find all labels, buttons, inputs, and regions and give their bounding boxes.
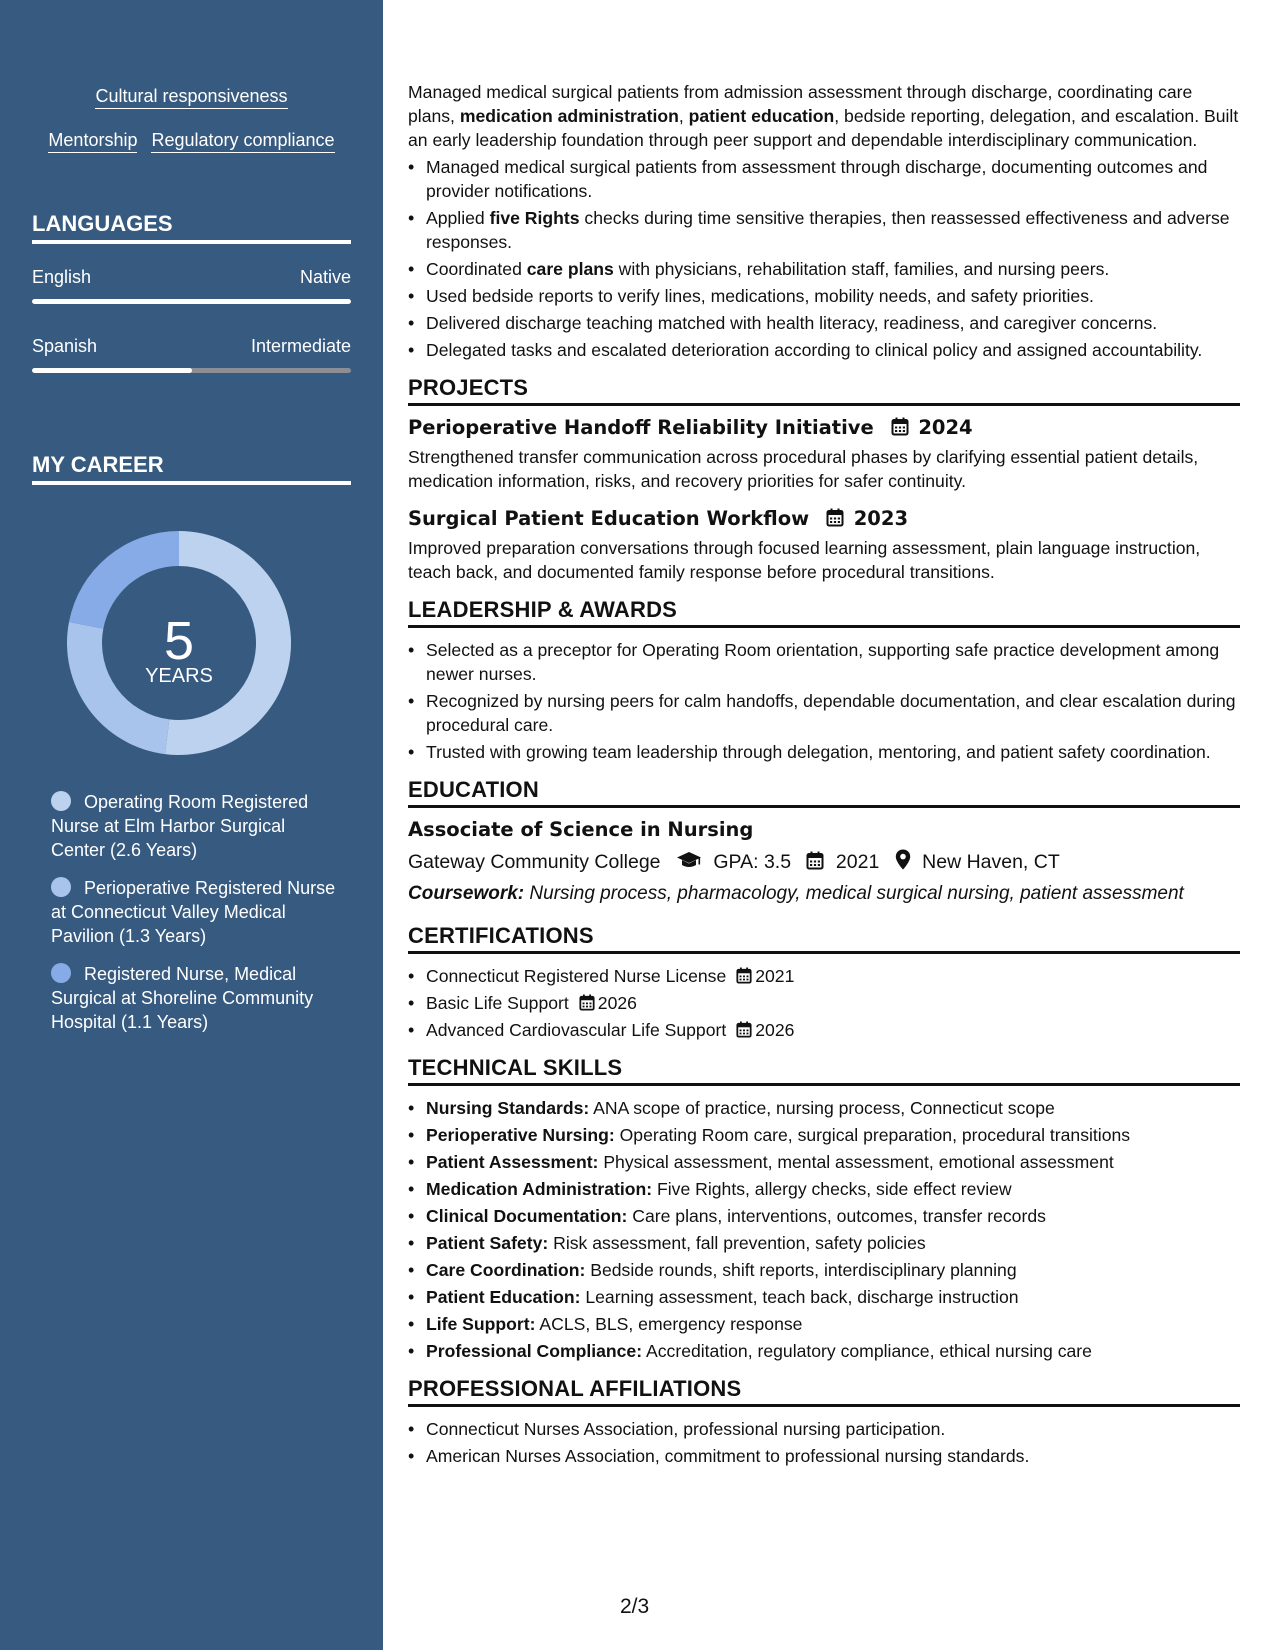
skill-label: Patient Assessment: bbox=[426, 1152, 599, 1172]
skill-text: Risk assessment, fall prevention, safety policies bbox=[553, 1233, 926, 1253]
skill-text: Operating Room care, surgical preparation, procedural transitions bbox=[619, 1125, 1131, 1145]
career-donut-chart bbox=[64, 528, 294, 758]
skill-text: Care plans, interventions, outcomes, transfer records bbox=[632, 1206, 1046, 1226]
technical-skill-item bbox=[426, 1123, 1240, 1147]
calendar-icon bbox=[826, 508, 844, 527]
language-level: Intermediate bbox=[250, 336, 351, 356]
career-total-number: 5 bbox=[163, 611, 195, 671]
career-legend-label: Registered Nurse, Medical Surgical at Shoreline Community Hospital (1.1 Years) bbox=[51, 964, 314, 1032]
education-school: Gateway Community College bbox=[408, 851, 661, 873]
certification-year: 2026 bbox=[597, 993, 637, 1013]
certification-item bbox=[426, 991, 1240, 1015]
calendar-icon bbox=[579, 994, 595, 1011]
text-run: , bedside reporting, delegation, and escalation. Built an early leadership foundation through peer support and dependable interdisciplinary communication. bbox=[408, 106, 1239, 150]
project-item bbox=[408, 416, 1240, 493]
certification-item bbox=[426, 1018, 1240, 1042]
technical-skill-item bbox=[426, 1150, 1240, 1174]
certification-name: Basic Life Support bbox=[426, 993, 569, 1013]
skill-tag: Mentorship bbox=[48, 130, 137, 153]
language-proficiency-fill bbox=[32, 368, 192, 373]
experience-bullet bbox=[426, 338, 1240, 362]
skill-tag: Cultural responsiveness bbox=[95, 86, 287, 109]
career-legend-dot bbox=[51, 791, 71, 811]
experience-bullet bbox=[426, 155, 1240, 203]
experience-bullet bbox=[426, 311, 1240, 335]
leadership-item: • Recognized by nursing peers for calm handoffs, dependable documentation, and clear escalation during procedural care. bbox=[426, 689, 1240, 737]
project-title: Perioperative Handoff Reliability Initiative bbox=[408, 416, 874, 439]
skill-text: Physical assessment, mental assessment, emotional assessment bbox=[603, 1152, 1114, 1172]
emphasized-text: patient education bbox=[688, 106, 835, 126]
career-legend-label: Operating Room Registered Nurse at Elm Harbor Surgical Center (2.6 Years) bbox=[51, 792, 309, 860]
experience-summary bbox=[408, 80, 1240, 152]
project-year: 2024 bbox=[918, 416, 973, 439]
skill-text: ANA scope of practice, nursing process, Connecticut scope bbox=[593, 1098, 1055, 1118]
language-name: English bbox=[32, 267, 92, 287]
language-proficiency-bar bbox=[32, 368, 351, 373]
calendar-icon bbox=[736, 967, 752, 984]
projects-heading: PROJECTS bbox=[408, 376, 1240, 406]
experience-bullet bbox=[426, 206, 1240, 254]
calendar-icon bbox=[736, 1021, 752, 1038]
skill-label: Perioperative Nursing: bbox=[426, 1125, 615, 1145]
skill-label: Patient Education: bbox=[426, 1287, 581, 1307]
text-run: checks during time sensitive therapies, then reassessed effectiveness and adverse responses. bbox=[426, 208, 1230, 252]
text-run: Managed medical surgical patients from admission assessment through discharge, coordinating care plans, bbox=[408, 82, 1193, 126]
technical-skill-item bbox=[426, 1231, 1240, 1255]
certification-year: 2021 bbox=[755, 966, 795, 986]
leadership-heading: LEADERSHIP & AWARDS bbox=[408, 598, 1240, 628]
skill-label: Clinical Documentation: bbox=[426, 1206, 628, 1226]
career-legend-item bbox=[51, 876, 341, 948]
language-level: Native bbox=[299, 267, 351, 287]
calendar-icon bbox=[806, 851, 824, 870]
location-pin-icon bbox=[895, 849, 911, 870]
technical-skill-item bbox=[426, 1312, 1240, 1336]
career-legend-dot bbox=[51, 877, 71, 897]
career-legend-item bbox=[51, 962, 341, 1034]
skill-text: Bedside rounds, shift reports, interdisciplinary planning bbox=[590, 1260, 1017, 1280]
project-description: Improved preparation conversations through focused learning assessment, plain language instruction, teach back, and documented family response before procedural transitions. bbox=[408, 538, 1201, 582]
skill-text: Learning assessment, teach back, discharge instruction bbox=[585, 1287, 1019, 1307]
text-run: Delegated tasks and escalated deterioration according to clinical policy and assigned accountability. bbox=[426, 340, 1203, 360]
project-title-line bbox=[408, 507, 1240, 531]
career-legend-item bbox=[51, 790, 341, 862]
skills-row bbox=[0, 130, 383, 153]
career-legend-label: Perioperative Registered Nurse at Connecticut Valley Medical Pavilion (1.3 Years) bbox=[51, 878, 336, 946]
skill-label: Life Support: bbox=[426, 1314, 536, 1334]
experience-bullet bbox=[426, 257, 1240, 281]
skill-text: ACLS, BLS, emergency response bbox=[539, 1314, 803, 1334]
skill-label: Nursing Standards: bbox=[426, 1098, 590, 1118]
skills-row bbox=[0, 86, 383, 109]
project-description: Strengthened transfer communication across procedural phases by clarifying essential patient details, medication information, risks, and recovery priorities for safer continuity. bbox=[408, 447, 1199, 491]
technical-skill-item bbox=[426, 1339, 1240, 1363]
technical-skill-item bbox=[426, 1285, 1240, 1309]
certification-name: Connecticut Registered Nurse License bbox=[426, 966, 727, 986]
skill-label: Professional Compliance: bbox=[426, 1341, 643, 1361]
certification-year: 2026 bbox=[755, 1020, 795, 1040]
skill-label: Medication Administration: bbox=[426, 1179, 653, 1199]
text-run: Delivered discharge teaching matched with health literacy, readiness, and caregiver concerns. bbox=[426, 313, 1158, 333]
text-run: Managed medical surgical patients from assessment through discharge, documenting outcomes and provider notifications. bbox=[426, 157, 1208, 201]
technical-skill-item bbox=[426, 1177, 1240, 1201]
skill-text: Five Rights, allergy checks, side effect review bbox=[657, 1179, 1012, 1199]
calendar-icon bbox=[891, 417, 909, 436]
leadership-item: • Trusted with growing team leadership through delegation, mentoring, and patient safety coordination. bbox=[426, 740, 1240, 764]
text-run: with physicians, rehabilitation staff, families, and nursing peers. bbox=[613, 259, 1110, 279]
experience-bullets bbox=[408, 155, 1240, 362]
education-location: New Haven, CT bbox=[922, 851, 1060, 873]
coursework-text: Nursing process, pharmacology, medical surgical nursing, patient assessment bbox=[529, 883, 1184, 904]
project-title-line bbox=[408, 416, 1240, 440]
main-content bbox=[408, 80, 1240, 1471]
career-donut-segment-3 bbox=[69, 531, 179, 629]
technical-skill-item bbox=[426, 1258, 1240, 1282]
leadership-item: • Selected as a preceptor for Operating Room orientation, supporting safe practice development among newer nurses. bbox=[426, 638, 1240, 686]
skill-label: Care Coordination: bbox=[426, 1260, 586, 1280]
education-gpa: GPA: 3.5 bbox=[713, 851, 792, 873]
text-run: , bbox=[678, 106, 689, 126]
skill-label: Patient Safety: bbox=[426, 1233, 549, 1253]
career-heading: MY CAREER bbox=[32, 452, 351, 485]
education-heading: EDUCATION bbox=[408, 778, 1240, 808]
sidebar bbox=[0, 0, 383, 1650]
experience-bullet bbox=[426, 284, 1240, 308]
certification-name: Advanced Cardiovascular Life Support bbox=[426, 1020, 727, 1040]
text-run: Used bedside reports to verify lines, medications, mobility needs, and safety priorities. bbox=[426, 286, 1094, 306]
technical-skill-item bbox=[426, 1096, 1240, 1120]
affiliation-item: • Connecticut Nurses Association, professional nursing participation. bbox=[426, 1417, 1240, 1441]
career-legend-dot bbox=[51, 963, 71, 983]
language-name: Spanish bbox=[32, 336, 98, 356]
text-run: Applied bbox=[426, 208, 490, 228]
education-details bbox=[408, 849, 1240, 874]
education-degree: Associate of Science in Nursing bbox=[408, 818, 754, 841]
graduation-cap-icon bbox=[676, 851, 702, 870]
technical-skills-list bbox=[408, 1096, 1240, 1363]
language-row bbox=[32, 336, 351, 357]
technical-skill-item bbox=[426, 1204, 1240, 1228]
affiliations-list bbox=[408, 1417, 1240, 1468]
project-title: Surgical Patient Education Workflow bbox=[408, 507, 810, 530]
career-donut-segment-2 bbox=[67, 622, 169, 754]
project-year: 2023 bbox=[853, 507, 909, 530]
skill-text: Accreditation, regulatory compliance, ethical nursing care bbox=[646, 1341, 1092, 1361]
certification-item bbox=[426, 964, 1240, 988]
emphasized-text: medication administration bbox=[459, 106, 679, 126]
language-proficiency-bar bbox=[32, 299, 351, 304]
technical-skills-heading: TECHNICAL SKILLS bbox=[408, 1056, 1240, 1086]
affiliations-heading: PROFESSIONAL AFFILIATIONS bbox=[408, 1377, 1240, 1407]
certifications-heading: CERTIFICATIONS bbox=[408, 924, 1240, 954]
education-year: 2021 bbox=[835, 851, 880, 873]
skill-tag: Regulatory compliance bbox=[151, 130, 334, 153]
coursework-label: Coursework: bbox=[408, 883, 525, 904]
education-coursework bbox=[408, 882, 1240, 906]
languages-heading: LANGUAGES bbox=[32, 211, 351, 244]
project-item bbox=[408, 507, 1240, 584]
certifications-list bbox=[408, 964, 1240, 1042]
affiliation-item: • American Nurses Association, commitment to professional nursing standards. bbox=[426, 1444, 1240, 1468]
leadership-list bbox=[408, 638, 1240, 764]
career-total-unit: YEARS bbox=[145, 665, 213, 687]
emphasized-text: care plans bbox=[526, 259, 614, 279]
language-proficiency-fill bbox=[32, 299, 351, 304]
page-number: 2/3 bbox=[620, 1595, 650, 1618]
text-run: Coordinated bbox=[426, 259, 527, 279]
emphasized-text: five Rights bbox=[489, 208, 580, 228]
language-row bbox=[32, 267, 351, 288]
